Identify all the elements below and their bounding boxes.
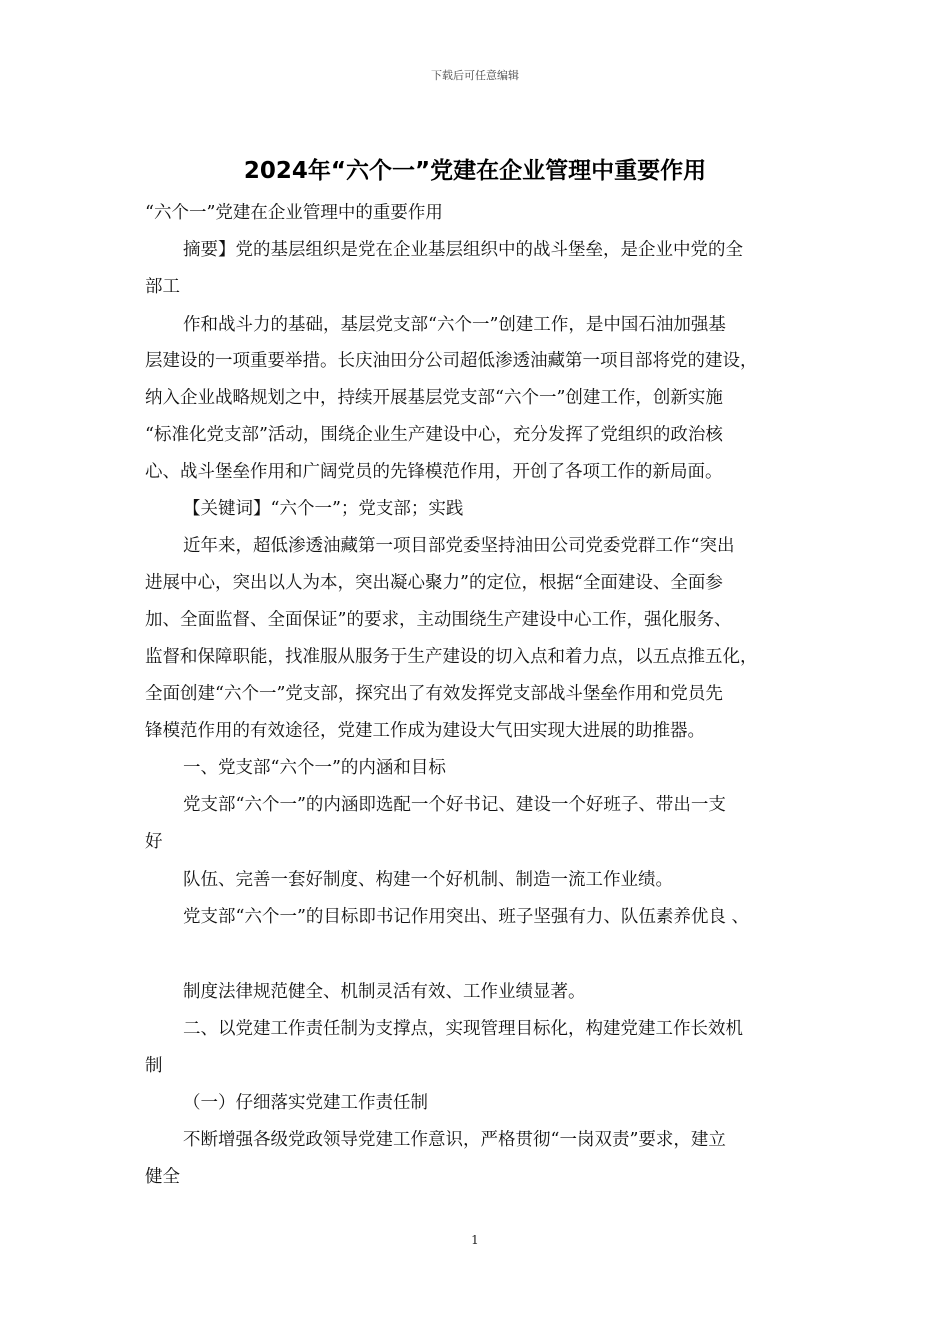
text-line: 健全 <box>145 1167 180 1187</box>
text-line: 进展中心，突出以人为本，突出凝心聚力”的定位，根据“全面建设、全面参 <box>145 573 723 593</box>
text-line: 心、战斗堡垒作用和广阔党员的先锋模范作用，开创了各项工作的新局面。 <box>145 462 723 482</box>
page-header: 下载后可任意编辑 <box>431 69 519 82</box>
text-line: 好 <box>145 832 163 852</box>
text-line: 党支部“六个一”的内涵即选配一个好书记、建设一个好班子、带出一支 <box>183 795 726 815</box>
text-line: 制 <box>145 1056 163 1076</box>
text-line: 监督和保障职能，找准服从服务于生产建设的切入点和着力点，以五点推五化， <box>145 647 758 667</box>
text-line: 党支部“六个一”的目标即书记作用突出、班子坚强有力、队伍素养优良 、 <box>183 907 749 927</box>
text-line: 全面创建“六个一”党支部，探究出了有效发挥党支部战斗堡垒作用和党员先 <box>145 684 723 704</box>
text-line: 【关键词】“六个一”；党支部；实践 <box>183 499 464 519</box>
text-line: 近年来，超低渗透油藏第一项目部党委坚持油田公司党委党群工作“突出 <box>183 536 735 556</box>
text-line: 层建设的一项重要举措。长庆油田分公司超低渗透油藏第一项目部将党的建设， <box>145 351 758 371</box>
text-line: 纳入企业战略规划之中，持续开展基层党支部“六个一”创建工作，创新实施 <box>145 388 723 408</box>
text-line: 摘要】党的基层组织是党在企业基层组织中的战斗堡垒，是企业中党的全 <box>183 240 743 260</box>
text-line: （一）仔细落实党建工作责任制 <box>183 1093 428 1113</box>
text-line: 部工 <box>145 277 180 297</box>
text-line: 一、党支部“六个一”的内涵和目标 <box>183 758 446 778</box>
text-line: 队伍、完善一套好制度、构建一个好机制、制造一流工作业绩。 <box>183 870 673 890</box>
text-line: 加、全面监督、全面保证”的要求，主动围绕生产建设中心工作，强化服务、 <box>145 610 732 630</box>
document-title: 2024年“六个一”党建在企业管理中重要作用 <box>243 158 707 184</box>
text-line: 作和战斗力的基础，基层党支部“六个一”创建工作，是中国石油加强基 <box>183 315 726 335</box>
text-line: 二、以党建工作责任制为支撑点，实现管理目标化，构建党建工作长效机 <box>183 1019 743 1039</box>
page-number: 1 <box>471 1233 479 1247</box>
text-line: “六个一”党建在企业管理中的重要作用 <box>145 203 443 223</box>
text-line: 不断增强各级党政领导党建工作意识，严格贯彻“一岗双责”要求，建立 <box>183 1130 726 1150</box>
text-line: 制度法律规范健全、机制灵活有效、工作业绩显著。 <box>183 982 586 1002</box>
text-line: “标准化党支部”活动，围绕企业生产建设中心，充分发挥了党组织的政治核 <box>145 425 723 445</box>
text-line: 锋模范作用的有效途径，党建工作成为建设大气田实现大进展的助推器。 <box>145 721 705 741</box>
